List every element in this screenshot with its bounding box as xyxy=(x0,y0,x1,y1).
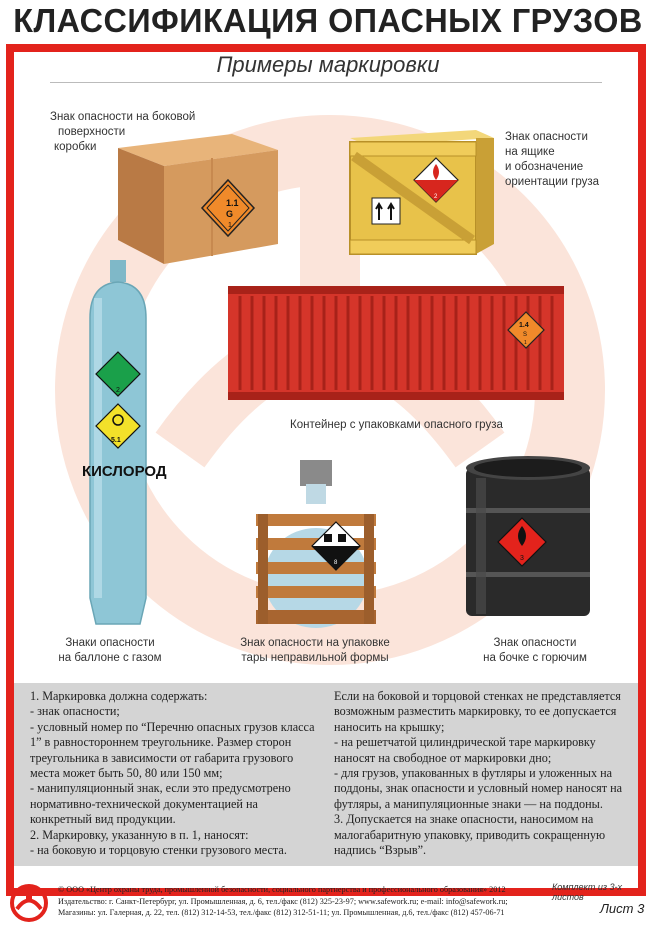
rule-paragraph: - для грузов, упакованных в футляры и уложенных на поддоны, знак опасности и условный номер наносят на футляры, а манипуляционные знаки — на поддоны. xyxy=(334,766,623,811)
caption-bottle: Знак опасности на упаковке тары неправильной формы xyxy=(240,637,390,664)
caption-cylinder: Знаки опасности на баллоне с газом xyxy=(58,637,162,664)
subtitle-divider xyxy=(50,82,602,83)
caption-box: Знак опасности на боковой поверхности коробки xyxy=(50,111,196,153)
rule-paragraph: 3. Допускается на знаке опасности, наносимом на малогабаритную упаковку, приводить сокращенную надпись “Взрыв”. xyxy=(334,812,606,858)
svg-text:8: 8 xyxy=(334,560,338,566)
svg-text:G: G xyxy=(226,209,234,219)
rule-paragraph: - знак опасности; xyxy=(30,704,120,719)
svg-text:1.1: 1.1 xyxy=(226,198,239,208)
rule-paragraph: - манипуляционный знак, если это предусмотрено нормативно-технической документацией на конкретный вид продукции. xyxy=(30,781,291,827)
svg-text:1: 1 xyxy=(524,340,527,346)
svg-text:3: 3 xyxy=(520,555,524,562)
caption-container: Контейнер с упаковками опасного груза xyxy=(290,419,503,431)
fuel-barrel xyxy=(462,454,594,624)
svg-text:5.1: 5.1 xyxy=(111,437,121,444)
svg-text:2: 2 xyxy=(116,387,120,394)
rule-paragraph: Если на боковой и торцовой стенках не представляется возможным разместить маркировку, то ее допускается наносить на крышку; xyxy=(334,689,621,734)
svg-text:S: S xyxy=(523,332,528,338)
kit-note: Комплект из 3-х листов xyxy=(552,882,623,902)
svg-text:1: 1 xyxy=(228,222,232,229)
rule-paragraph: - условный номер по “Перечню опасных грузов класса 1” в равностороннем треугольнике. Размер сторон треугольника в зависимости от габарита грузового места может быть 50, 80 или 150 мм; xyxy=(30,719,315,781)
svg-text:2: 2 xyxy=(434,194,438,200)
section-subtitle: Примеры маркировки xyxy=(216,52,440,77)
rule-paragraph: - на боковую и торцовую стенки грузового места. xyxy=(30,843,287,858)
rules-left-column xyxy=(30,689,320,858)
rule-paragraph: 2. Маркировку, указанную в п. 1, наносят: xyxy=(30,827,249,842)
gas-cylinder xyxy=(80,258,167,628)
rule-paragraph: - на решетчатой цилиндрической таре маркировку наносят на свободное от маркировки дно; xyxy=(334,735,596,765)
this-way-up-sign xyxy=(372,198,400,224)
caption-crate: Знак опасности на ящике и обозначение ориентации груза xyxy=(505,131,600,188)
publisher-info: © ООО «Центр охраны труда, промышленной безопасности, социального партнерства и профессионального образования» 2012 Издательство: г. Санкт-Петербург, ул. Промышленная, д. 6, тел./факс (812) 325-23-97; www.safework.ru; e-mail: info@safework.ru; Магазины: ул. Галерная, д. 22, тел. (812) 312-14-53, тел./факс (812) 312-51-11; ул. Промышленная, д.6, тел./факс (812) 457-06-71 xyxy=(58,885,508,917)
cylinder-label: КИСЛОРОД xyxy=(82,463,167,480)
rules-panel xyxy=(14,683,638,866)
rules-right-column xyxy=(334,689,626,858)
publisher-logo-icon xyxy=(8,882,50,924)
page-title: КЛАССИФИКАЦИЯ ОПАСНЫХ ГРУЗОВ xyxy=(13,2,643,39)
shipping-container xyxy=(226,282,566,404)
svg-text:1.4: 1.4 xyxy=(519,322,529,329)
caption-barrel: Знак опасности на бочке с горючим xyxy=(483,637,587,664)
rule-paragraph: 1. Маркировка должна содержать: xyxy=(30,689,208,703)
sheet-number: Лист 3 xyxy=(600,901,645,916)
wooden-crate xyxy=(346,128,496,258)
bottle-in-crate xyxy=(250,458,382,628)
